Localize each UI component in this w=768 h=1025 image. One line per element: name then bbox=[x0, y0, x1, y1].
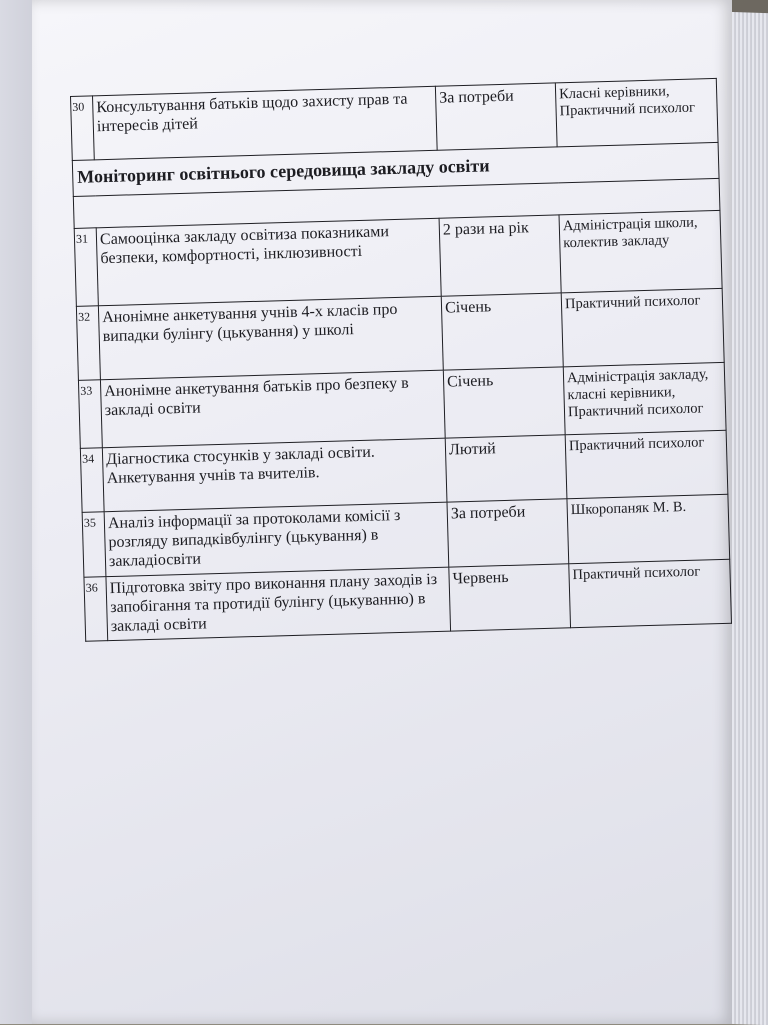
row-number: 32 bbox=[76, 306, 100, 381]
row-number: 31 bbox=[74, 228, 98, 307]
row-activity: Діагностика стосунків у закладі освіти. Анкетування учнів та вчителів. bbox=[102, 438, 447, 512]
row-term: Січень bbox=[441, 293, 563, 370]
row-term: За потреби bbox=[435, 83, 557, 150]
row-responsible: Адміністрація школи, колектив закладу bbox=[559, 211, 722, 293]
row-responsible: Шкоропаняк М. В. bbox=[567, 495, 730, 564]
row-number: 36 bbox=[84, 577, 108, 642]
row-activity: Підготовка звіту про виконання плану заходів із запобігання та протидії булінгу (цькуванню) в закладі освіти bbox=[106, 567, 451, 641]
row-number: 35 bbox=[82, 512, 106, 577]
row-term: 2 рази на рік bbox=[439, 215, 561, 296]
row-term: Січень bbox=[443, 367, 565, 438]
row-responsible: Практичний психолог bbox=[565, 431, 728, 499]
row-number: 34 bbox=[80, 448, 104, 513]
section-title: Моніторинг освітнього середовища закладу освіти bbox=[72, 142, 719, 196]
plan-table bbox=[70, 78, 732, 642]
row-term: Червень bbox=[449, 564, 571, 632]
row-responsible: Практичнй психолог bbox=[569, 559, 732, 628]
row-activity: Аналіз інформації за протоколами комісії з розгляду випадківбулінгу (цькування) в закладіосвіти bbox=[104, 502, 449, 576]
row-term: За потреби bbox=[447, 499, 569, 567]
row-responsible: Практичний психолог bbox=[561, 289, 724, 367]
row-activity: Консультування батьків щодо захисту прав та інтересів дітей bbox=[93, 86, 438, 160]
row-activity: Анонімне анкетування учнів 4-х класів про випадки булінгу (цькування) у школі bbox=[98, 296, 443, 380]
table-content bbox=[70, 78, 735, 642]
row-activity: Самооцінка закладу освітиза показниками безпеки, комфортності, інклюзивності bbox=[96, 218, 441, 306]
row-responsible: Класні керівники, Практичний психолог bbox=[555, 78, 718, 146]
row-term: Лютий bbox=[445, 435, 567, 502]
row-number: 33 bbox=[78, 380, 102, 449]
row-responsible: Адміністрація закладу, класні керівники, Практичний психолог bbox=[563, 363, 726, 435]
row-activity: Анонімне анкетування батьків про безпеку в закладі освіти bbox=[100, 370, 445, 448]
row-number: 30 bbox=[71, 96, 95, 161]
document-page bbox=[32, 0, 732, 1024]
